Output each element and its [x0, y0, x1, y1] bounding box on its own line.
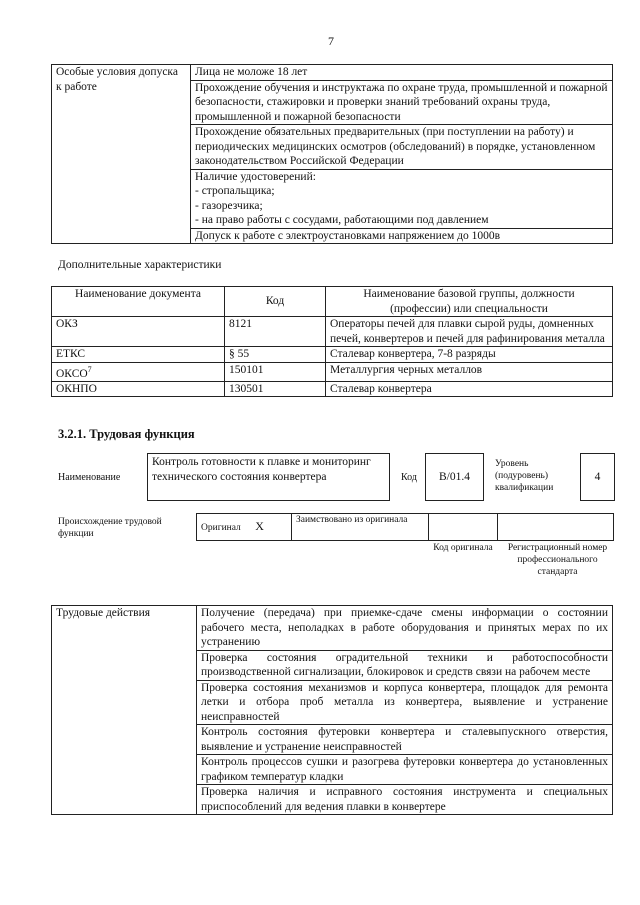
- header-document: Наименование документа: [52, 287, 225, 317]
- original-label: Оригинал: [201, 522, 241, 533]
- level-label: Уровень (подуровень) квалификации: [495, 459, 554, 493]
- condition-line: - газорезчика;: [195, 199, 263, 212]
- condition-line: Прохождение обучения и инструктажа по охране труда, промышленной и пожарной безопасности, стажировки и проверки знаний требований охраны труда, промышленной и пожарной безопасности: [191, 81, 612, 126]
- actions-label: Трудовые действия: [52, 606, 197, 815]
- table-row: [52, 362, 613, 381]
- condition-line: - на право работы с сосудами, работающими под давлением: [191, 213, 612, 229]
- reg-caption: Регистрационный номер профессионального стандарта: [507, 543, 608, 577]
- origin-code-cell: [429, 514, 498, 541]
- row-code: 150101: [225, 362, 326, 381]
- list-item: Контроль состояния футеровки конвертера и сталевыпускного отверстия, выявление и устранение неисправностей: [197, 725, 612, 755]
- condition-line: Прохождение обязательных предварительных (при поступлении на работу) и периодических медицинских осмотров (обследований) в порядке, установленном законодательством Российской Федерации: [191, 125, 612, 170]
- function-code-box: [425, 453, 484, 501]
- origin-label: Происхождение трудовой функции: [58, 517, 162, 539]
- admission-conditions: [191, 65, 613, 244]
- row-doc-cell: [52, 362, 225, 381]
- list-item: Контроль процессов сушки и разогрева футеровки конвертера до установленных графиком температур кладки: [197, 755, 612, 785]
- row-name: Операторы печей для плавки сырой руды, домненных печей, конвертеров и печей для рафинирования металла: [326, 317, 613, 347]
- table-row: [52, 381, 613, 397]
- additional-title: Дополнительные характеристики: [58, 259, 222, 271]
- row-name: Сталевар конвертера, 7-8 разряды: [326, 347, 613, 363]
- section-heading: 3.2.1. Трудовая функция: [58, 427, 195, 441]
- row-code: 130501: [225, 381, 326, 397]
- condition-line: - стропальщика;: [195, 185, 275, 197]
- header-code: Код: [225, 287, 326, 317]
- header-name: Наименование базовой группы, должности (профессии) или специальности: [326, 287, 613, 317]
- footnote-mark: 7: [87, 364, 92, 374]
- row-doc: ЕТКС: [52, 347, 225, 363]
- function-level: 4: [594, 471, 601, 483]
- function-name: Контроль готовности к плавке и мониторинг технического состояния конвертера: [152, 456, 371, 483]
- list-item: Проверка состояния оградительной техники и работоспособности производственной сигнализации, блокировок и средств связи на рабочем месте: [197, 651, 612, 681]
- table-row: [52, 347, 613, 363]
- characteristics-table: [51, 286, 613, 397]
- function-name-box: [147, 453, 390, 501]
- origin-table: [196, 513, 614, 541]
- row-doc: ОКНПО: [52, 381, 225, 397]
- condition-line: Лица не моложе 18 лет: [191, 65, 612, 81]
- list-item: Проверка состояния механизмов и корпуса конвертера, площадок для ремонта летки и отбора проб металла из конвертера, выявление и устранение неисправностей: [197, 681, 612, 726]
- row-code: § 55: [225, 347, 326, 363]
- function-level-box: [580, 453, 615, 501]
- condition-line: Допуск к работе с электроустановками напряжением до 1000в: [195, 229, 501, 242]
- row-doc: ОКЗ: [52, 317, 225, 347]
- original-mark: X: [255, 518, 264, 533]
- page-number: 7: [328, 34, 334, 48]
- origin-reg-cell: [498, 514, 614, 541]
- origin-original-cell: [197, 514, 292, 541]
- row-doc: ОКСО: [56, 367, 88, 380]
- row-code: 8121: [225, 317, 326, 347]
- code-caption: Код оригинала: [433, 543, 493, 553]
- admission-label: Особые условия допуска к работе: [52, 65, 191, 244]
- actions-list: [197, 606, 613, 815]
- list-item: Получение (передача) при приемке-сдаче смены информации о состоянии рабочего места, неполадках в работе оборудования и принятых мерах по их устранению: [197, 606, 612, 651]
- admission-table: [51, 64, 613, 244]
- code-label: Код: [401, 472, 417, 483]
- actions-table: [51, 605, 613, 815]
- row-name: Сталевар конвертера: [326, 381, 613, 397]
- condition-line: Наличие удостоверений:: [195, 170, 316, 183]
- table-row: [52, 317, 613, 347]
- list-item: Проверка наличия и исправного состояния инструмента и специальных приспособлений для ведения плавки в конвертере: [201, 786, 608, 813]
- name-label: Наименование: [58, 472, 121, 483]
- row-name: Металлургия черных металлов: [326, 362, 613, 381]
- borrowed-label: Заимствовано из оригинала: [292, 514, 429, 541]
- function-code: B/01.4: [439, 471, 470, 483]
